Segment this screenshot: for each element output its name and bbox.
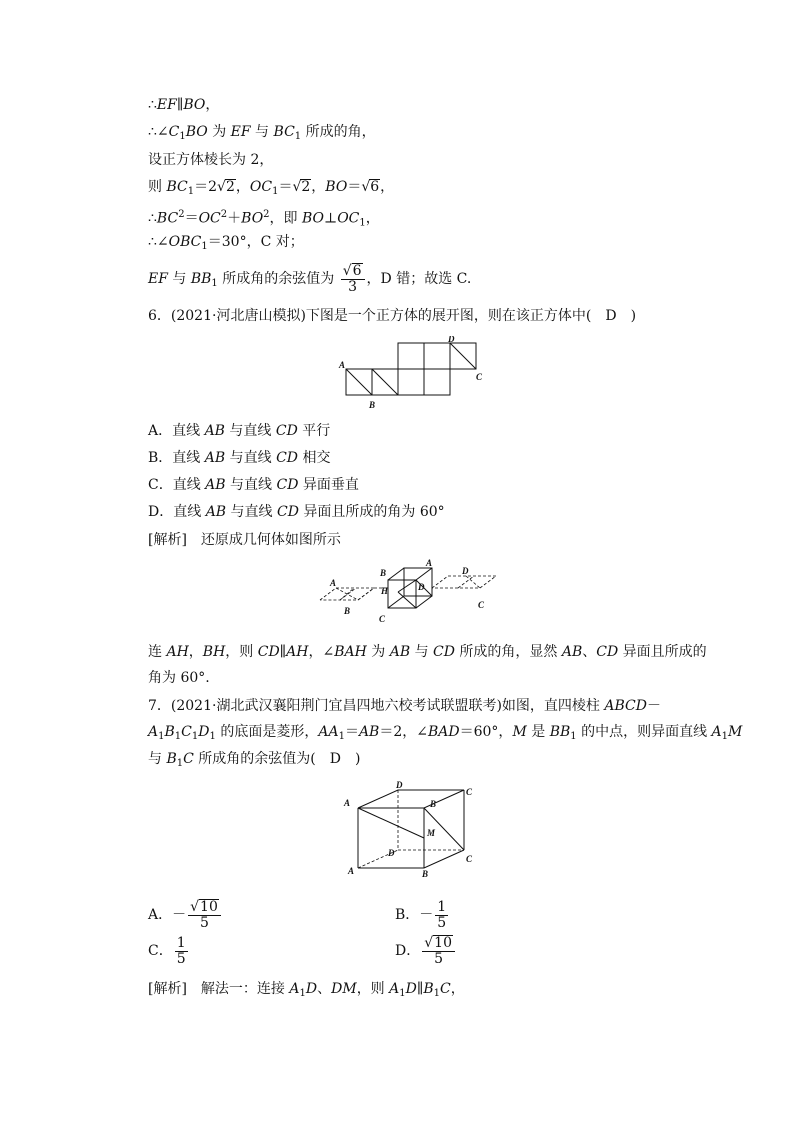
svg-text:A: A (344, 798, 351, 808)
analysis-line: [解析] 解法一：连接 $A_1D$、DM，则 $A_1D\parallel B_1C$， (148, 981, 465, 999)
option-a: A．直线 AB 与直线 CD 平行 (148, 423, 331, 439)
analysis-line: [解析] 还原成几何体如图所示 (148, 532, 341, 548)
svg-text:H: H (381, 586, 389, 596)
option-d: D．直线 AB 与直线 CD 异面且所成的角为 60° (148, 504, 445, 520)
svg-text:B: B (344, 606, 351, 616)
svg-text:C: C (466, 854, 473, 864)
option-a: A．－ $\frac{√10}{5}$ (148, 895, 223, 935)
text-line: $\therefore\angle OBC_1=30^\circ$，C 对； (148, 234, 304, 252)
cube-net-figure (336, 336, 496, 414)
svg-text:A: A (330, 578, 337, 588)
option-b: B．直线 AB 与直线 CD 相交 (148, 450, 331, 466)
option-d: D． $\frac{√10}{5}$ (395, 931, 457, 971)
analysis-line: 角为 60°. (148, 670, 210, 686)
analysis-line: 连 AH，BH，则 CD∥AH，∠BAH 为 AB 与 CD 所成的角，显然 AB、CD 异面且所成的 (148, 644, 707, 660)
svg-text:C: C (478, 600, 485, 610)
prism-figure (340, 778, 480, 878)
cube-folded-figure (318, 556, 503, 624)
svg-text:D: D (418, 582, 425, 592)
text-line: ∴EF∥BO， (148, 97, 220, 113)
svg-text:D: D (462, 566, 469, 576)
svg-text:C: C (379, 614, 386, 624)
svg-text:A: A (426, 558, 433, 568)
svg-text:C: C (466, 787, 473, 797)
svg-text:B: B (369, 400, 376, 410)
svg-text:C: C (476, 372, 483, 382)
question-7-stem: 与 $B_1C$ 所成角的余弦值为( D ) (148, 751, 361, 769)
svg-text:A: A (348, 866, 355, 876)
option-c: C．直线 AB 与直线 CD 异面垂直 (148, 477, 359, 493)
question-6-stem: 6．(2021·河北唐山模拟)下图是一个正方体的展开图，则在该正方体中( D ) (148, 308, 637, 324)
svg-text:A: A (339, 360, 346, 370)
svg-text:B: B (430, 799, 437, 809)
text-line: $\therefore\angle C_1BO$ 为 EF 与 $BC_1$ 所成的角， (148, 124, 376, 142)
svg-text:D: D (448, 336, 455, 344)
option-c: C． $\frac{1}{5}$ (148, 934, 186, 967)
svg-text:D: D (396, 780, 403, 790)
text-line: EF 与 $BB_1$ 所成角的余弦值为 $\frac{√6}{3}$ ，D 错；故选 C. (148, 263, 472, 295)
text-line: $\therefore BC^2=OC^2+BO^2$，即 $BO\perp OC_1$， (148, 209, 380, 229)
fraction: $\frac{√6}{3}$ (341, 263, 365, 295)
option-b: B．－ $\frac{1}{5}$ (395, 898, 447, 931)
text-line: 设正方体棱长为 2， (148, 152, 274, 168)
question-7-stem: 7．(2021·湖北武汉襄阳荆门宜昌四地六校考试联盟联考)如图，直四棱柱 ABCD－ (148, 698, 661, 714)
svg-text:B: B (422, 869, 429, 878)
svg-text:M: M (427, 828, 436, 838)
svg-text:B: B (380, 568, 387, 578)
svg-text:D: D (388, 848, 395, 858)
text-line: 则 $BC_1=2√2$，$OC_1=√2$，BO＝√6， (148, 179, 395, 197)
question-7-stem: $A_1B_1C_1D_1$ 的底面是菱形，$AA_1=AB=2$，∠BAD＝60°，M 是 $BB_1$ 的中点，则异面直线 $A_1M$ (148, 724, 743, 742)
